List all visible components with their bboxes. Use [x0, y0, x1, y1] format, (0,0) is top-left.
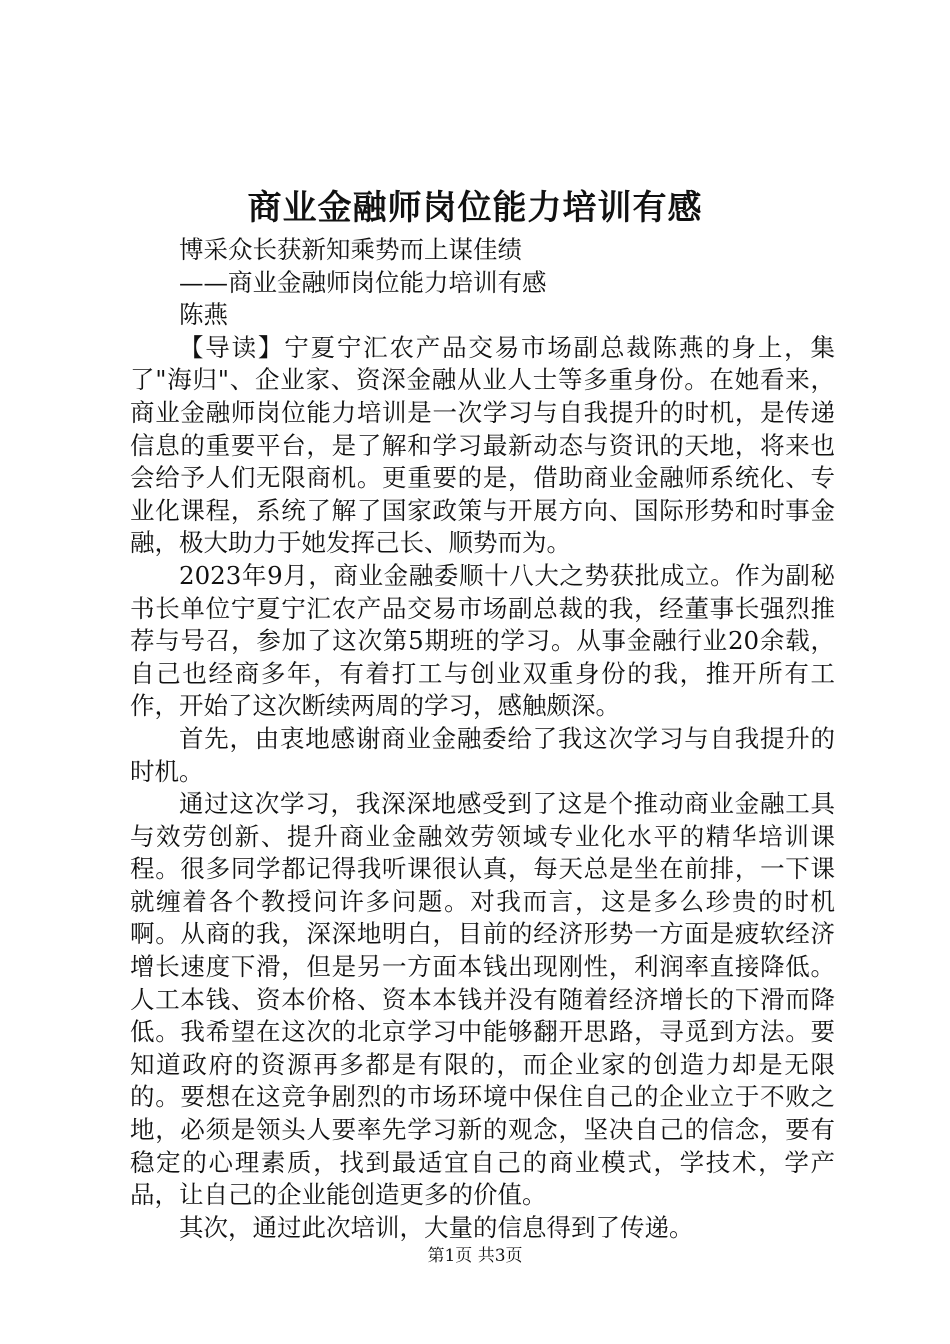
- author: 陈燕: [179, 300, 228, 330]
- subtitle-secondary: ——商业金融师岗位能力培训有感: [179, 267, 547, 297]
- paragraph: 其次，通过此次培训，大量的信息得到了传递。: [179, 1212, 694, 1242]
- paragraph: 首先，由衷地感谢商业金融委给了我这次学习与自我提升的时机。: [130, 723, 835, 786]
- paragraph: 通过这次学习，我深深地感受到了这是个推动商业金融工具与效劳创新、提升商业金融效劳领域专业化水平的精华培训课程。很多同学都记得我听课很认真，每天总是坐在前排，一下课就缠着各个教授问许多问题。对我而言，这是多么珍贵的时机啊。从商的我，深深地明白，目前的经济形势一方面是疲软经济增长速度下滑，但是另一方面本钱出现刚性，利润率直接降低。人工本钱、资本价格、资本本钱并没有随着经济增长的下滑而降低。我希望在这次的北京学习中能够翻开思路，寻觅到方法。要知道政府的资源再多都是有限的，而企业家的创造力却是无限的。要想在这竞争剧烈的市场环境中保住自己的企业立于不败之地，必须是领头人要率先学习新的观念，坚决自己的信念，要有稳定的心理素质，找到最适宜自己的商业模式，学技术，学产品，让自己的企业能创造更多的价值。: [130, 789, 835, 1210]
- document-body: [130, 234, 835, 1244]
- document-title: 商业金融师岗位能力培训有感: [247, 188, 703, 228]
- paragraph-intro: 【导读】宁夏宁汇农产品交易市场副总裁陈燕的身上，集了"海归"、企业家、资深金融从业人士等多重身份。在她看来，商业金融师岗位能力培训是一次学习与自我提升的时机，是传递信息的重要平台，是了解和学习最新动态与资讯的天地，将来也会给予人们无限商机。更重要的是，借助商业金融师系统化、专业化课程，系统了解了国家政策与开展方向、国际形势和时事金融，极大助力于她发挥己长、顺势而为。: [130, 332, 835, 558]
- paragraph: 2023年9月，商业金融委顺十八大之势获批成立。作为副秘书长单位宁夏宁汇农产品交易市场副总裁的我，经董事长强烈推荐与号召，参加了这次第5期班的学习。从事金融行业20余载，自己也经商多年，有着打工与创业双重身份的我，推开所有工作，开始了这次断续两周的学习，感触颇深。: [130, 560, 835, 721]
- subtitle: 博采众长获新知乘势而上谋佳绩: [179, 235, 522, 264]
- page-footer: 第1页 共3页: [427, 1246, 523, 1266]
